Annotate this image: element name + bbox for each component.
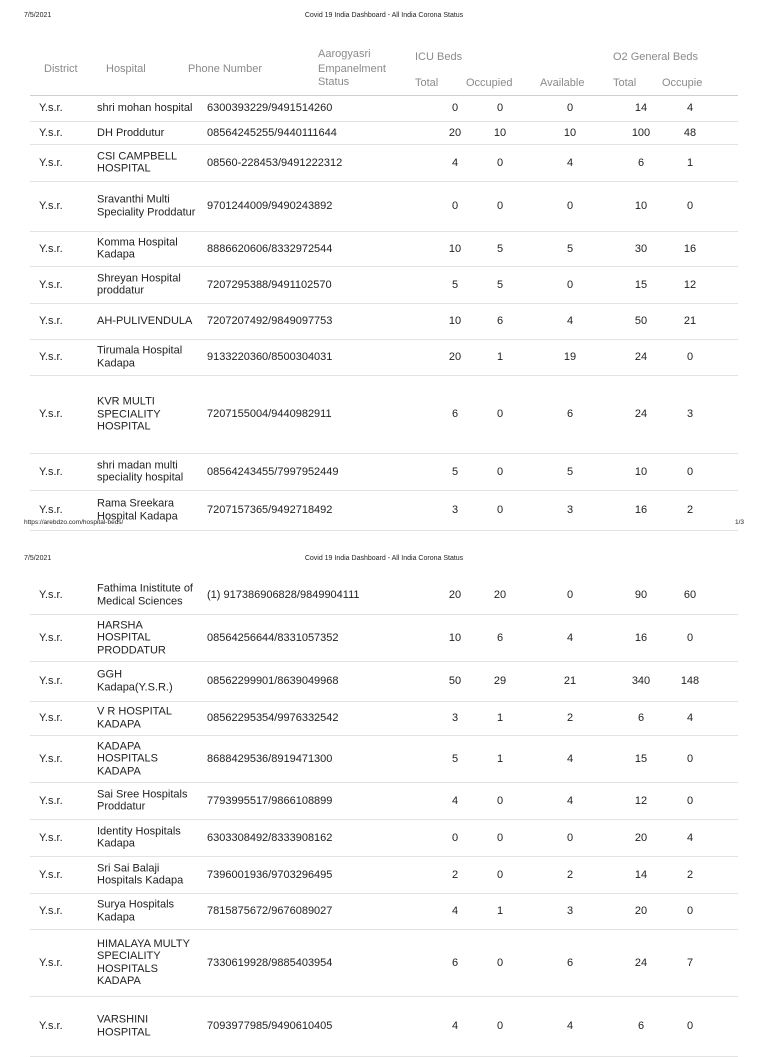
icu-occupied-cell: 10 bbox=[493, 126, 507, 139]
phone-cell: 7207207492/9849097753 bbox=[207, 314, 333, 327]
icu-occupied-cell: 0 bbox=[496, 956, 504, 969]
district-cell: Y.s.r. bbox=[39, 868, 63, 881]
icu-total-cell: 10 bbox=[448, 242, 462, 255]
district-cell: Y.s.r. bbox=[39, 674, 63, 687]
print-date: 7/5/2021 bbox=[24, 555, 52, 562]
table-row bbox=[30, 266, 738, 304]
o2-total-cell: 340 bbox=[631, 674, 651, 687]
table-row bbox=[30, 490, 738, 531]
icu-available-cell: 4 bbox=[566, 1019, 574, 1032]
o2-occupied-cell: 0 bbox=[686, 631, 694, 644]
col-empanelment-1: Aarogyasri bbox=[318, 48, 371, 60]
icu-available-cell: 0 bbox=[566, 101, 574, 114]
icu-occupied-cell: 0 bbox=[496, 156, 504, 169]
hospital-cell: Sai Sree Hospitals Proddatur bbox=[97, 788, 188, 813]
table-row bbox=[30, 856, 738, 894]
icu-total-cell: 3 bbox=[451, 503, 459, 516]
phone-cell: 08562299901/8639049968 bbox=[207, 674, 339, 687]
col-phone: Phone Number bbox=[188, 63, 262, 75]
icu-available-cell: 19 bbox=[563, 350, 577, 363]
o2-occupied-cell: 4 bbox=[686, 831, 694, 844]
o2-total-cell: 30 bbox=[634, 242, 648, 255]
icu-occupied-cell: 6 bbox=[496, 631, 504, 644]
district-cell: Y.s.r. bbox=[39, 711, 63, 724]
icu-total-cell: 0 bbox=[451, 831, 459, 844]
district-cell: Y.s.r. bbox=[39, 1019, 63, 1032]
district-cell: Y.s.r. bbox=[39, 156, 63, 169]
district-cell: Y.s.r. bbox=[39, 794, 63, 807]
phone-cell: 8886620606/8332972544 bbox=[207, 242, 333, 255]
phone-cell: 08564256644/8331057352 bbox=[207, 631, 339, 644]
icu-available-cell: 0 bbox=[566, 831, 574, 844]
hospital-cell: Tirumala Hospital Kadapa bbox=[97, 344, 183, 369]
o2-occupied-cell: 12 bbox=[683, 278, 697, 291]
district-cell: Y.s.r. bbox=[39, 752, 63, 765]
table-row bbox=[30, 782, 738, 820]
table-row bbox=[30, 144, 738, 182]
icu-occupied-cell: 0 bbox=[496, 199, 504, 212]
table-row bbox=[30, 303, 738, 340]
o2-total-cell: 16 bbox=[634, 631, 648, 644]
table-row bbox=[30, 929, 738, 997]
icu-total-cell: 10 bbox=[448, 314, 462, 327]
o2-total-cell: 6 bbox=[637, 711, 645, 724]
o2-occupied-cell: 4 bbox=[686, 711, 694, 724]
district-cell: Y.s.r. bbox=[39, 126, 63, 139]
o2-occupied-cell: 0 bbox=[686, 794, 694, 807]
print-date: 7/5/2021 bbox=[24, 12, 52, 19]
icu-occupied-cell: 0 bbox=[496, 407, 504, 420]
o2-occupied-cell: 0 bbox=[686, 465, 694, 478]
table-row bbox=[30, 701, 738, 736]
icu-total-cell: 6 bbox=[451, 956, 459, 969]
phone-cell: 08560-228453/9491222312 bbox=[207, 156, 343, 169]
icu-occupied-cell: 0 bbox=[496, 868, 504, 881]
hospital-cell: Surya Hospitals Kadapa bbox=[97, 898, 175, 923]
icu-total-cell: 20 bbox=[448, 350, 462, 363]
icu-occupied-cell: 29 bbox=[493, 674, 507, 687]
phone-cell: 6303308492/8333908162 bbox=[207, 831, 333, 844]
col-hospital: Hospital bbox=[106, 63, 146, 75]
table-row bbox=[30, 95, 738, 122]
table-row bbox=[30, 181, 738, 232]
o2-total-cell: 10 bbox=[634, 465, 648, 478]
col-empanelment-2: Empanelment bbox=[318, 63, 386, 75]
icu-total-cell: 5 bbox=[451, 465, 459, 478]
o2-occupied-cell: 1 bbox=[686, 156, 694, 169]
col-district: District bbox=[44, 63, 78, 75]
icu-total-cell: 4 bbox=[451, 904, 459, 917]
o2-total-cell: 24 bbox=[634, 350, 648, 363]
icu-total-cell: 4 bbox=[451, 794, 459, 807]
o2-total-cell: 90 bbox=[634, 588, 648, 601]
print-title: Covid 19 India Dashboard - All India Corona Status bbox=[304, 555, 464, 562]
table-row bbox=[30, 453, 738, 491]
icu-available-cell: 0 bbox=[566, 278, 574, 291]
hospital-cell: V R HOSPITAL KADAPA bbox=[97, 705, 172, 730]
o2-total-cell: 6 bbox=[637, 1019, 645, 1032]
o2-occupied-cell: 0 bbox=[686, 199, 694, 212]
o2-total-cell: 100 bbox=[631, 126, 651, 139]
phone-cell: 8688429536/8919471300 bbox=[207, 752, 333, 765]
icu-available-cell: 4 bbox=[566, 752, 574, 765]
table-header bbox=[0, 0, 768, 100]
icu-available-cell: 10 bbox=[563, 126, 577, 139]
o2-total-cell: 20 bbox=[634, 831, 648, 844]
col-icu-occupied: Occupied bbox=[466, 77, 513, 89]
o2-total-cell: 14 bbox=[634, 101, 648, 114]
phone-cell: 08562295354/9976332542 bbox=[207, 711, 339, 724]
icu-available-cell: 4 bbox=[566, 156, 574, 169]
o2-occupied-cell: 0 bbox=[686, 350, 694, 363]
print-page-number: 1/3 bbox=[735, 519, 745, 526]
district-cell: Y.s.r. bbox=[39, 242, 63, 255]
o2-total-cell: 15 bbox=[634, 752, 648, 765]
district-cell: Y.s.r. bbox=[39, 831, 63, 844]
icu-occupied-cell: 0 bbox=[496, 794, 504, 807]
icu-available-cell: 4 bbox=[566, 794, 574, 807]
icu-occupied-cell: 0 bbox=[496, 101, 504, 114]
icu-available-cell: 4 bbox=[566, 631, 574, 644]
o2-occupied-cell: 3 bbox=[686, 407, 694, 420]
o2-occupied-cell: 0 bbox=[686, 1019, 694, 1032]
o2-occupied-cell: 148 bbox=[680, 674, 700, 687]
hospital-cell: Sri Sai Balaji Hospitals Kadapa bbox=[97, 862, 184, 887]
icu-available-cell: 3 bbox=[566, 503, 574, 516]
icu-total-cell: 20 bbox=[448, 126, 462, 139]
table-row bbox=[30, 231, 738, 267]
o2-occupied-cell: 21 bbox=[683, 314, 697, 327]
icu-available-cell: 2 bbox=[566, 711, 574, 724]
phone-cell: 7793995517/9866108899 bbox=[207, 794, 333, 807]
o2-occupied-cell: 4 bbox=[686, 101, 694, 114]
icu-total-cell: 20 bbox=[448, 588, 462, 601]
icu-available-cell: 6 bbox=[566, 956, 574, 969]
icu-total-cell: 50 bbox=[448, 674, 462, 687]
icu-occupied-cell: 20 bbox=[493, 588, 507, 601]
hospital-cell: AH-PULIVENDULA bbox=[97, 314, 193, 327]
table-row bbox=[30, 375, 738, 454]
table-row bbox=[30, 121, 738, 145]
hospital-cell: Shreyan Hospital proddatur bbox=[97, 272, 181, 297]
o2-total-cell: 24 bbox=[634, 407, 648, 420]
district-cell: Y.s.r. bbox=[39, 350, 63, 363]
icu-occupied-cell: 0 bbox=[496, 1019, 504, 1032]
print-title: Covid 19 India Dashboard - All India Corona Status bbox=[304, 12, 464, 19]
phone-cell: 7330619928/9885403954 bbox=[207, 956, 333, 969]
district-cell: Y.s.r. bbox=[39, 465, 63, 478]
icu-total-cell: 3 bbox=[451, 711, 459, 724]
district-cell: Y.s.r. bbox=[39, 631, 63, 644]
o2-occupied-cell: 48 bbox=[683, 126, 697, 139]
hospital-cell: KADAPA HOSPITALS KADAPA bbox=[97, 739, 158, 777]
icu-occupied-cell: 1 bbox=[496, 752, 504, 765]
district-cell: Y.s.r. bbox=[39, 314, 63, 327]
district-cell: Y.s.r. bbox=[39, 278, 63, 291]
icu-total-cell: 6 bbox=[451, 407, 459, 420]
district-cell: Y.s.r. bbox=[39, 904, 63, 917]
phone-cell: 6300393229/9491514260 bbox=[207, 101, 333, 114]
phone-cell: 7396001936/9703296495 bbox=[207, 868, 333, 881]
table-row bbox=[30, 576, 738, 615]
o2-occupied-cell: 0 bbox=[686, 752, 694, 765]
icu-occupied-cell: 1 bbox=[496, 350, 504, 363]
district-cell: Y.s.r. bbox=[39, 199, 63, 212]
hospital-cell: shri mohan hospital bbox=[97, 101, 193, 114]
o2-total-cell: 16 bbox=[634, 503, 648, 516]
phone-cell: 7093977985/9490610405 bbox=[207, 1019, 333, 1032]
o2-occupied-cell: 7 bbox=[686, 956, 694, 969]
icu-available-cell: 2 bbox=[566, 868, 574, 881]
col-o2-beds: O2 General Beds bbox=[613, 51, 698, 63]
icu-available-cell: 6 bbox=[566, 407, 574, 420]
o2-total-cell: 20 bbox=[634, 904, 648, 917]
col-icu-beds: ICU Beds bbox=[415, 51, 463, 63]
icu-available-cell: 0 bbox=[566, 199, 574, 212]
icu-occupied-cell: 0 bbox=[496, 465, 504, 478]
icu-occupied-cell: 1 bbox=[496, 904, 504, 917]
o2-occupied-cell: 2 bbox=[686, 503, 694, 516]
hospital-cell: Sravanthi Multi Speciality Proddatur bbox=[97, 193, 196, 218]
icu-available-cell: 21 bbox=[563, 674, 577, 687]
phone-cell: 08564243455/7997952449 bbox=[207, 465, 339, 478]
icu-total-cell: 10 bbox=[448, 631, 462, 644]
hospital-cell: shri madan multi speciality hospital bbox=[97, 459, 184, 484]
icu-available-cell: 3 bbox=[566, 904, 574, 917]
col-o2-total: Total bbox=[613, 77, 637, 89]
hospital-cell: Komma Hospital Kadapa bbox=[97, 236, 178, 261]
icu-total-cell: 5 bbox=[451, 278, 459, 291]
hospital-cell: Fathima Inistitute of Medical Sciences bbox=[97, 582, 193, 607]
icu-available-cell: 4 bbox=[566, 314, 574, 327]
hospital-cell: VARSHINI HOSPITAL bbox=[97, 1013, 151, 1038]
icu-total-cell: 5 bbox=[451, 752, 459, 765]
o2-total-cell: 15 bbox=[634, 278, 648, 291]
icu-occupied-cell: 0 bbox=[496, 831, 504, 844]
phone-cell: 7207295388/9491102570 bbox=[207, 278, 332, 291]
district-cell: Y.s.r. bbox=[39, 503, 63, 516]
table-row bbox=[30, 996, 738, 1057]
phone-cell: 9701244009/9490243892 bbox=[207, 199, 333, 212]
o2-total-cell: 24 bbox=[634, 956, 648, 969]
phone-cell: 7815875672/9676089027 bbox=[207, 904, 333, 917]
o2-occupied-cell: 0 bbox=[686, 904, 694, 917]
phone-cell: 9133220360/8500304031 bbox=[207, 350, 333, 363]
print-url: https://arebdzo.com/hospital-beds/ bbox=[24, 519, 124, 526]
icu-occupied-cell: 5 bbox=[496, 278, 504, 291]
icu-total-cell: 0 bbox=[451, 199, 459, 212]
icu-total-cell: 4 bbox=[451, 156, 459, 169]
hospital-cell: Rama Sreekara Hospital Kadapa bbox=[97, 497, 178, 522]
col-icu-total: Total bbox=[415, 77, 439, 89]
o2-total-cell: 12 bbox=[634, 794, 648, 807]
table-row bbox=[30, 614, 738, 662]
hospital-cell: HARSHA HOSPITAL PRODDATUR bbox=[97, 618, 166, 656]
icu-available-cell: 5 bbox=[566, 242, 574, 255]
icu-available-cell: 0 bbox=[566, 588, 574, 601]
hospital-cell: HIMALAYA MULTY SPECIALITY HOSPITALS KADAPA bbox=[97, 937, 190, 987]
phone-cell: 7207155004/9440982911 bbox=[207, 407, 332, 420]
hospital-cell: Identity Hospitals Kadapa bbox=[97, 825, 181, 850]
icu-occupied-cell: 6 bbox=[496, 314, 504, 327]
table-row bbox=[30, 661, 738, 702]
print-header bbox=[0, 555, 768, 565]
hospital-cell: KVR MULTI SPECIALITY HOSPITAL bbox=[97, 395, 161, 433]
phone-cell: 7207157365/9492718492 bbox=[207, 503, 333, 516]
district-cell: Y.s.r. bbox=[39, 588, 63, 601]
district-cell: Y.s.r. bbox=[39, 407, 63, 420]
table-row bbox=[30, 893, 738, 930]
icu-occupied-cell: 0 bbox=[496, 503, 504, 516]
icu-occupied-cell: 5 bbox=[496, 242, 504, 255]
pdf-page-2 bbox=[0, 548, 768, 1038]
hospital-cell: CSI CAMPBELL HOSPITAL bbox=[97, 150, 177, 175]
icu-total-cell: 4 bbox=[451, 1019, 459, 1032]
o2-total-cell: 50 bbox=[634, 314, 648, 327]
icu-available-cell: 5 bbox=[566, 465, 574, 478]
o2-total-cell: 10 bbox=[634, 199, 648, 212]
o2-occupied-cell: 60 bbox=[683, 588, 697, 601]
table-row bbox=[30, 819, 738, 857]
icu-total-cell: 0 bbox=[451, 101, 459, 114]
col-o2-occupied: Occupie bbox=[662, 77, 703, 89]
icu-occupied-cell: 1 bbox=[496, 711, 504, 724]
o2-total-cell: 14 bbox=[634, 868, 648, 881]
icu-total-cell: 2 bbox=[451, 868, 459, 881]
col-icu-available: Available bbox=[540, 77, 585, 89]
phone-cell: 08564245255/9440111644 bbox=[207, 126, 337, 139]
district-cell: Y.s.r. bbox=[39, 956, 63, 969]
phone-cell: (1) 917386906828/9849904111 bbox=[207, 588, 360, 601]
table-row bbox=[30, 735, 738, 783]
o2-occupied-cell: 16 bbox=[683, 242, 697, 255]
col-empanelment-3: Status bbox=[318, 76, 350, 88]
o2-occupied-cell: 2 bbox=[686, 868, 694, 881]
table-row bbox=[30, 339, 738, 376]
district-cell: Y.s.r. bbox=[39, 101, 63, 114]
o2-total-cell: 6 bbox=[637, 156, 645, 169]
hospital-cell: DH Proddutur bbox=[97, 126, 165, 139]
hospital-cell: GGH Kadapa(Y.S.R.) bbox=[97, 668, 173, 693]
